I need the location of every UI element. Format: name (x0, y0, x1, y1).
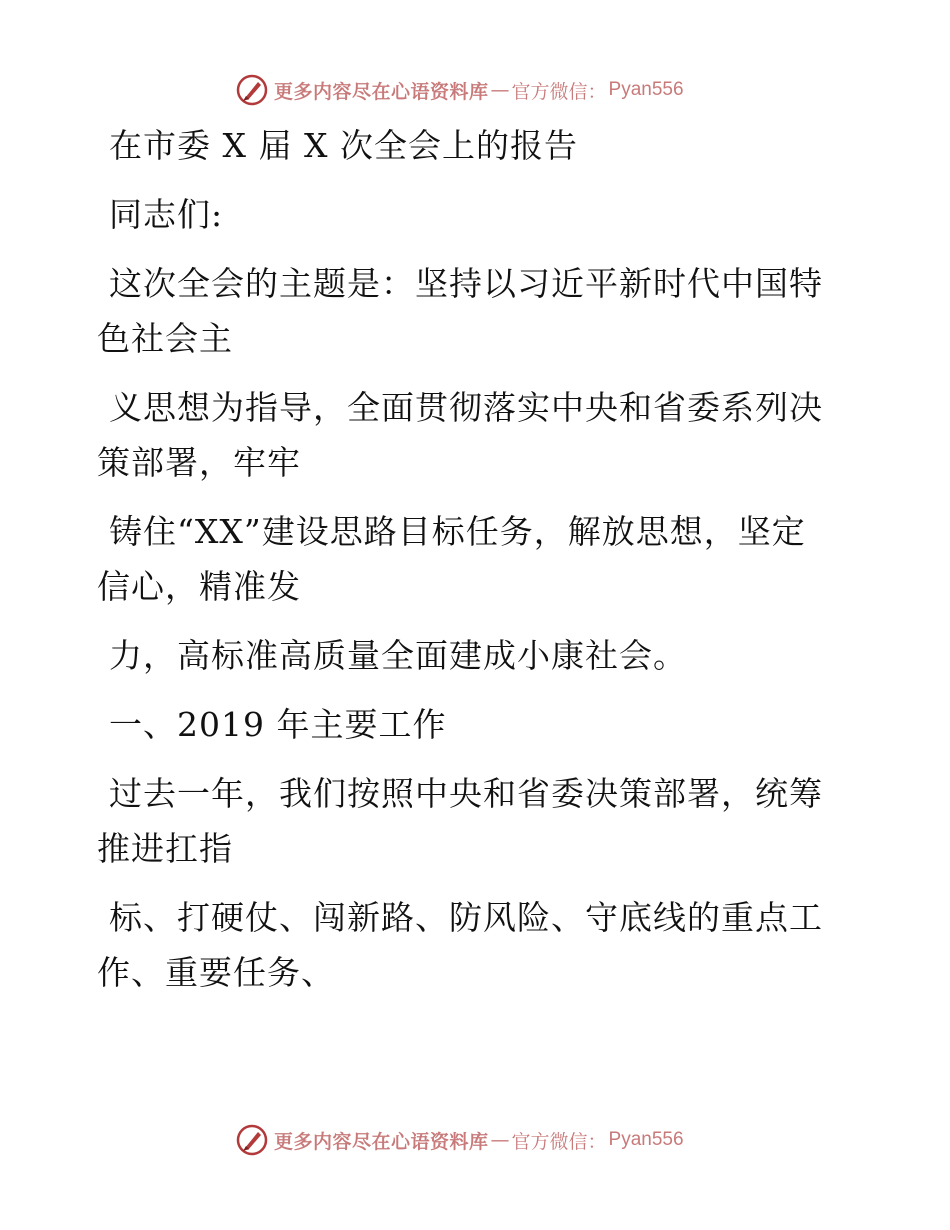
paragraph-line-wrap: 策部署，牢牢 (97, 443, 301, 482)
paragraph-line-wrap: 作、重要任务、 (97, 953, 335, 992)
watermark-wechat-label: 官方微信： (511, 80, 607, 103)
watermark-wechat-id: Pyan556 (608, 79, 684, 100)
paragraph-line-wrap: 色社会主 (97, 319, 233, 358)
paragraph-line: 过去一年，我们按照中央和省委决策部署，统筹 (109, 774, 823, 813)
watermark-wechat-id: Pyan556 (608, 1129, 684, 1150)
paragraph-line: 铸住“XX”建设思路目标任务，解放思想，坚定 (109, 512, 806, 551)
quill-pen-icon (236, 1124, 268, 1156)
salutation: 同志们: (109, 195, 224, 234)
quill-pen-icon (236, 74, 268, 106)
paragraph-line-wrap: 信心，精准发 (97, 567, 301, 606)
paragraph-line: 力，高标准高质量全面建成小康社会。 (109, 636, 687, 675)
header-watermark (236, 72, 684, 108)
watermark-text: 更多内容尽在心语资料库 (274, 1130, 489, 1153)
document-body (97, 118, 837, 1000)
watermark-separator: — (490, 1129, 510, 1151)
watermark-separator: — (490, 79, 510, 101)
paragraph-line: 标、打硬仗、闯新路、防风险、守底线的重点工 (109, 898, 823, 937)
paragraph-line: 这次全会的主题是：坚持以习近平新时代中国特 (109, 264, 823, 303)
footer-watermark (236, 1122, 684, 1158)
section-heading: 一、2019 年主要工作 (109, 705, 447, 744)
paragraph-line: 义思想为指导，全面贯彻落实中央和省委系列决 (109, 388, 823, 427)
watermark-text: 更多内容尽在心语资料库 (274, 80, 489, 103)
watermark-wechat-label: 官方微信： (511, 1130, 607, 1153)
paragraph-line-wrap: 推进扛指 (97, 829, 233, 868)
document-title: 在市委 X 届 X 次全会上的报告 (109, 126, 578, 165)
